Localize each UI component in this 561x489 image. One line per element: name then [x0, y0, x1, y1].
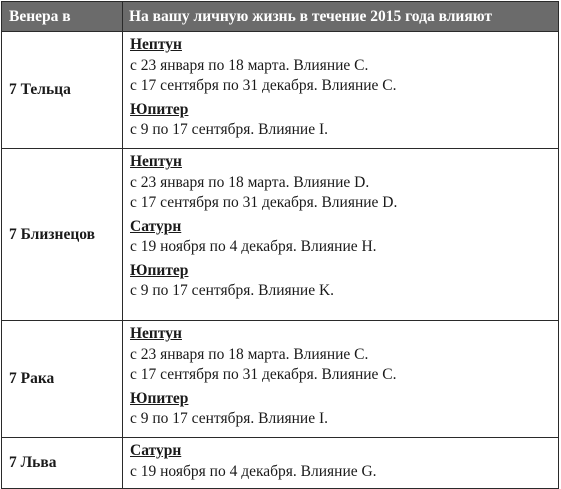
planet-block — [130, 152, 558, 214]
planet-name: Юпитер — [130, 100, 189, 118]
planet-block — [130, 261, 558, 302]
sign-cell: 7 Близнецов — [2, 149, 123, 321]
table-row — [2, 149, 559, 321]
sign-cell: 7 Рака — [2, 321, 123, 438]
period-line: с 17 сентября по 31 декабря. Влияние C. — [130, 77, 397, 94]
table-row — [2, 32, 559, 149]
influence-cell — [123, 149, 559, 321]
table-row — [2, 321, 559, 438]
planet-name: Нептун — [130, 325, 182, 342]
period-line: с 23 января по 18 марта. Влияние C. — [130, 56, 369, 74]
period-line: с 23 января по 18 марта. Влияние C. — [130, 345, 369, 363]
period-line: с 9 по 17 сентября. Влияние I. — [130, 410, 329, 427]
period-line: с 9 по 17 сентября. Влияние K. — [130, 282, 335, 299]
planet-name: Нептун — [130, 36, 182, 53]
influence-cell — [123, 321, 559, 438]
planet-block — [130, 217, 558, 258]
planet-block — [130, 389, 558, 430]
planet-name: Юпитер — [130, 261, 189, 279]
venus-influence-table — [1, 1, 559, 489]
period-line: с 19 ноября по 4 декабря. Влияние G. — [130, 462, 377, 480]
period-line: с 17 сентября по 31 декабря. Влияние D. — [130, 194, 398, 211]
sign-cell: 7 Льва — [2, 438, 123, 489]
table-header-row — [2, 2, 559, 32]
sign-cell: 7 Тельца — [2, 32, 123, 149]
header-influences: На вашу личную жизнь в течение 2015 года влияют — [123, 2, 559, 32]
planet-name: Юпитер — [130, 389, 189, 407]
period-line: с 19 ноября по 4 декабря. Влияние H. — [130, 238, 377, 255]
planet-block — [130, 35, 558, 97]
period-line: с 17 сентября по 31 декабря. Влияние C. — [130, 366, 397, 383]
influence-cell — [123, 438, 559, 489]
planet-name: Нептун — [130, 153, 182, 170]
table-row — [2, 438, 559, 489]
planet-block — [130, 324, 558, 386]
period-line: с 23 января по 18 марта. Влияние D. — [130, 173, 370, 191]
planet-name: Сатурн — [130, 442, 182, 459]
period-line: с 9 по 17 сентября. Влияние I. — [130, 121, 329, 138]
influence-cell — [123, 32, 559, 149]
planet-block — [130, 100, 558, 141]
header-venus-in: Венера в — [2, 2, 123, 32]
planet-name: Сатурн — [130, 217, 182, 235]
